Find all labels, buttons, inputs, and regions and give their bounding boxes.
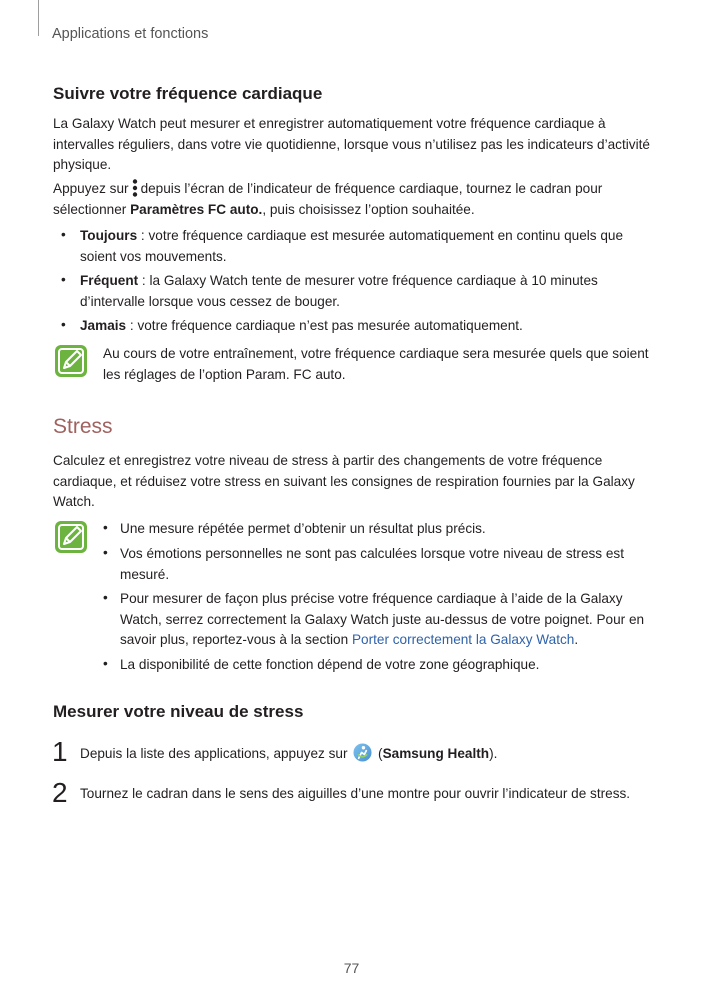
samsung-health-label: Samsung Health bbox=[382, 746, 490, 761]
step-close: ). bbox=[489, 746, 498, 761]
heart-intro-paragraph: La Galaxy Watch peut mesurer et enregistrer automatiquement votre fréquence cardiaque à intervalles réguliers, dans votre vie quotidienne, lorsque vous n’utilisez pas les indicateurs d’activité physique. bbox=[53, 116, 650, 172]
header-rule bbox=[38, 0, 39, 36]
stress-note-item: La disponibilité de cette fonction dépend de votre zone géographique. bbox=[120, 657, 540, 672]
step-open: ( bbox=[374, 746, 383, 761]
measure-stress-heading: Mesurer votre niveau de stress bbox=[53, 702, 304, 721]
instructions-text-a: Appuyez sur bbox=[53, 181, 129, 196]
auto-hr-settings-label: Paramètres FC auto. bbox=[130, 201, 263, 217]
note-icon bbox=[54, 520, 88, 554]
stress-intro-paragraph: Calculez et enregistrez votre niveau de stress à partir des changements de votre fréquence cardiaque, et réduisez votre stress en suivant les consignes de respiration fournies par la Galaxy Watch. bbox=[53, 453, 635, 509]
option-desc: : votre fréquence cardiaque n’est pas mesurée automatiquement. bbox=[126, 318, 523, 333]
step-1-text bbox=[80, 743, 497, 764]
heart-note-text: Au cours de votre entraînement, votre fréquence cardiaque sera mesurée quels que soient les réglages de l’option Param. FC auto. bbox=[103, 346, 649, 382]
samsung-health-icon bbox=[353, 743, 372, 762]
bullet-icon: • bbox=[61, 317, 66, 332]
note-icon bbox=[54, 344, 88, 378]
wear-watch-link[interactable]: Porter correctement la Galaxy Watch bbox=[351, 632, 575, 647]
bullet-icon: • bbox=[103, 520, 108, 535]
option-desc: : la Galaxy Watch tente de mesurer votre fréquence cardiaque à 10 minutes d’intervalle lorsque vous cessez de bouger. bbox=[80, 273, 598, 309]
option-frequent bbox=[80, 271, 650, 312]
heart-instructions-paragraph bbox=[53, 178, 653, 220]
bullet-icon: • bbox=[61, 227, 66, 242]
option-always bbox=[80, 226, 650, 267]
stress-note-item: Vos émotions personnelles ne sont pas calculées lorsque votre niveau de stress est mesuré. bbox=[120, 546, 625, 582]
step-text: Depuis la liste des applications, appuyez sur bbox=[80, 746, 348, 761]
option-never bbox=[80, 316, 650, 337]
bullet-icon: • bbox=[103, 545, 108, 560]
page-number: 77 bbox=[343, 960, 360, 976]
stress-note-item bbox=[120, 589, 655, 651]
note-end: . bbox=[574, 632, 579, 647]
bullet-icon: • bbox=[103, 656, 108, 671]
option-term: Toujours bbox=[80, 228, 138, 243]
bullet-icon: • bbox=[61, 272, 66, 287]
more-options-icon bbox=[132, 178, 138, 198]
step-number: 1 bbox=[52, 736, 68, 767]
stress-title: Stress bbox=[53, 415, 113, 438]
note-text: Pour mesurer de façon plus précise votre fréquence cardiaque à l’aide de la Galaxy Watch, serrez correctement la Galaxy Watch juste au-dessus de votre poignet. Pour en savoir plus, reportez-vous à la section bbox=[120, 591, 645, 647]
instructions-text-b: depuis l’écran de l’indicateur de fréquence cardiaque, tournez le cadran pour sélectionner bbox=[53, 181, 603, 217]
option-desc: : votre fréquence cardiaque est mesurée automatiquement en continu quels que soient vos mouvements. bbox=[80, 228, 624, 264]
option-term: Fréquent bbox=[80, 273, 139, 288]
stress-note-item: Une mesure répétée permet d’obtenir un résultat plus précis. bbox=[120, 521, 486, 536]
section-header: Applications et fonctions bbox=[52, 26, 209, 42]
option-term: Jamais bbox=[80, 318, 127, 333]
heart-rate-heading: Suivre votre fréquence cardiaque bbox=[53, 84, 323, 103]
step-2-text: Tournez le cadran dans le sens des aiguilles d’une montre pour ouvrir l’indicateur de stress. bbox=[80, 786, 631, 801]
bullet-icon: • bbox=[103, 590, 108, 605]
step-number: 2 bbox=[52, 777, 68, 808]
instructions-text-c: , puis choisissez l’option souhaitée. bbox=[262, 201, 475, 217]
